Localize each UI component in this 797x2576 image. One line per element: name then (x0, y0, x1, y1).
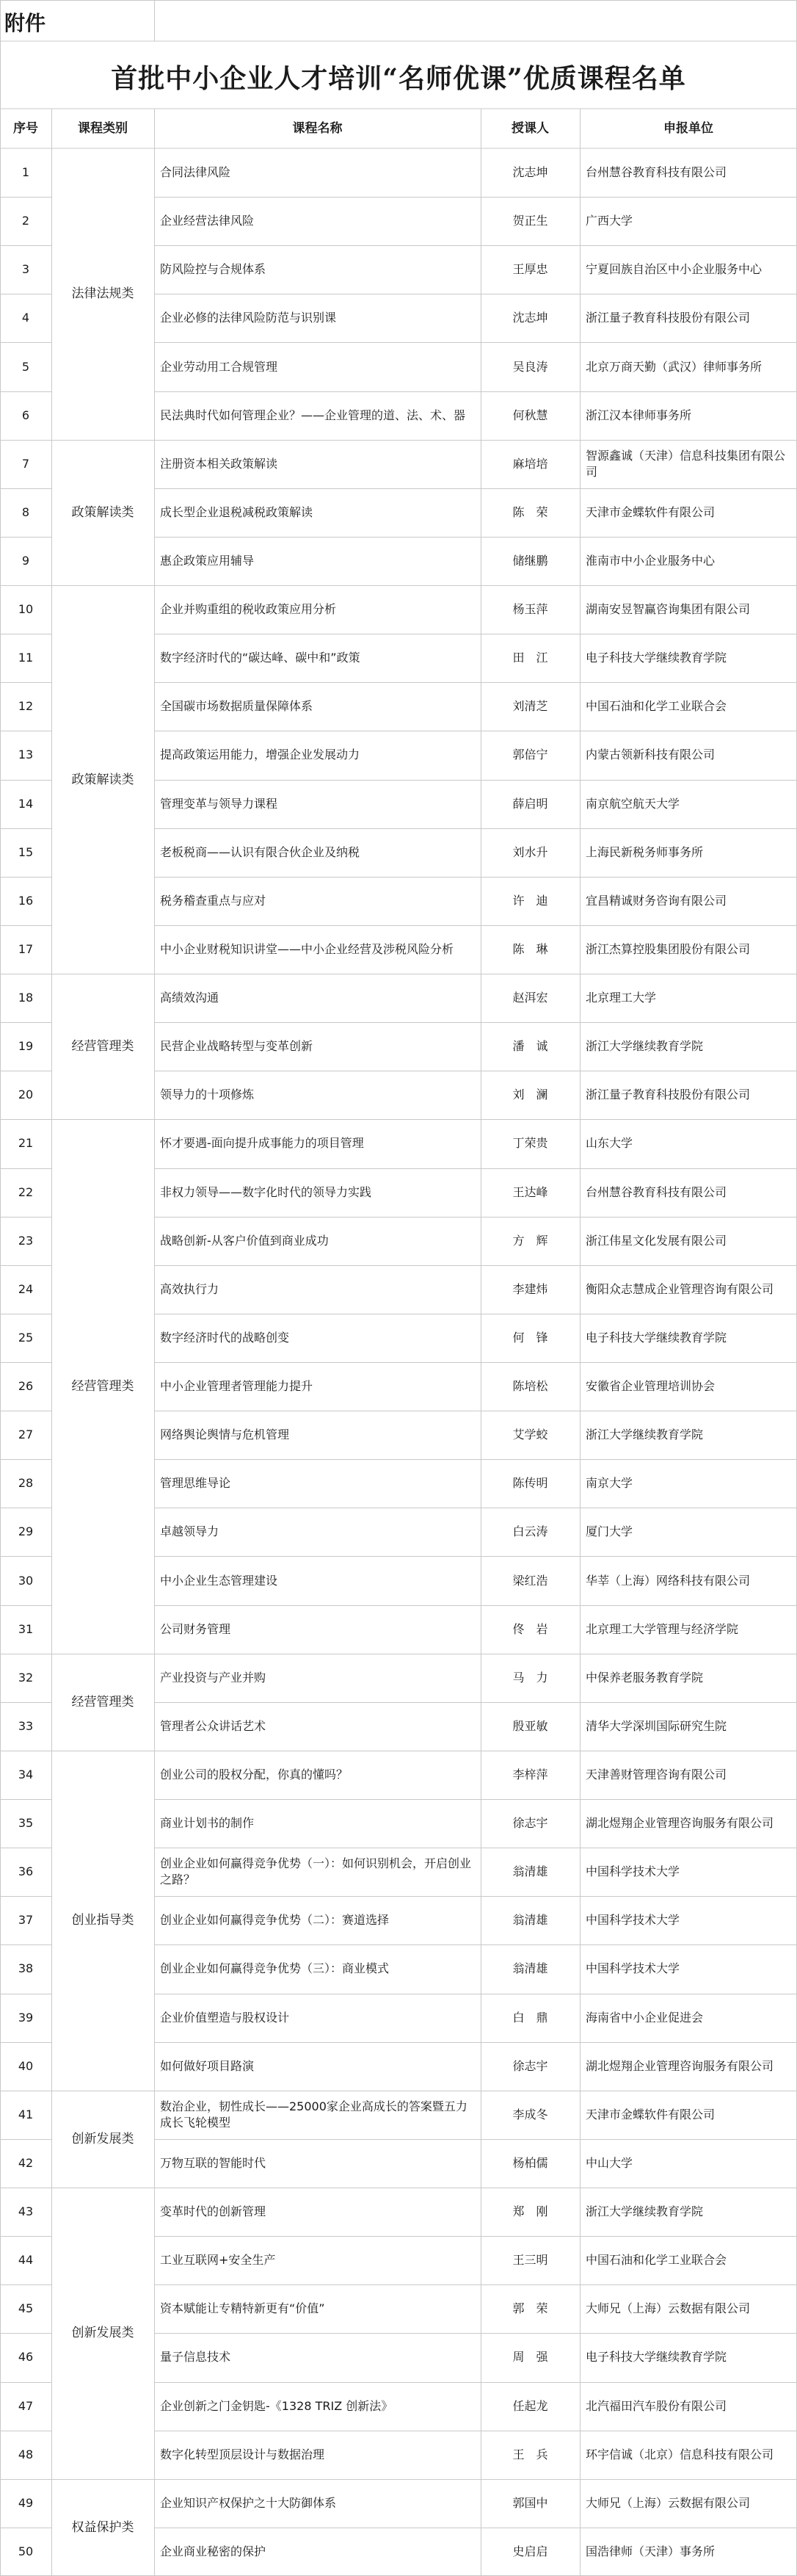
applying-unit: 北京理工大学管理与经济学院 (586, 1621, 739, 1636)
row-index: 30 (18, 1573, 34, 1588)
row-index: 14 (18, 796, 34, 811)
course-name: 合同法律风险 (160, 165, 231, 180)
applying-unit: 大师兄（上海）云数据有限公司 (586, 2301, 751, 2316)
row-index: 15 (18, 844, 34, 859)
course-name: 资本赋能让专精特新更有“价值” (160, 2301, 325, 2316)
applying-unit: 台州慧谷教育科技有限公司 (586, 1184, 727, 1199)
row-index: 42 (18, 2155, 34, 2170)
row-index: 28 (18, 1476, 34, 1491)
applying-unit: 北京理工大学 (586, 991, 657, 1005)
applying-unit: 南京大学 (586, 1476, 633, 1491)
applying-unit: 浙江大学继续教育学院 (586, 2204, 704, 2219)
course-name: 数字经济时代的“碳达峰、碳中和”政策 (160, 651, 360, 665)
row-index: 4 (21, 311, 30, 325)
teacher-name: 陈 荣 (512, 504, 548, 519)
applying-unit: 大师兄（上海）云数据有限公司 (586, 2495, 751, 2510)
teacher-name: 刘清芝 (512, 699, 548, 714)
course-name: 领导力的十项修炼 (160, 1088, 255, 1102)
course-name: 惠企政策应用辅导 (160, 554, 255, 568)
teacher-name: 周 强 (512, 2350, 548, 2365)
applying-unit: 厦门大学 (586, 1524, 633, 1539)
teacher-name: 刘水升 (512, 844, 548, 859)
row-index: 48 (18, 2447, 34, 2461)
course-name: 企业经营法律风险 (160, 214, 255, 228)
teacher-name: 徐志宇 (512, 1816, 548, 1831)
course-name: 企业知识产权保护之十大防御体系 (160, 2495, 337, 2510)
row-index: 41 (18, 2107, 34, 2121)
teacher-name: 潘 诚 (512, 1039, 548, 1054)
course-name: 企业创新之门金钥匙-《1328 TRIZ 创新法》 (160, 2398, 393, 2413)
applying-unit: 电子科技大学继续教育学院 (586, 651, 727, 665)
applying-unit: 湖北煜翔企业管理咨询服务有限公司 (586, 1816, 774, 1831)
teacher-name: 殷亚敏 (512, 1718, 548, 1733)
applying-unit: 清华大学深圳国际研究生院 (586, 1718, 727, 1733)
category-cell: 创业指导类 (71, 1913, 134, 1928)
applying-unit: 湖南安昱智赢咨询集团有限公司 (586, 602, 751, 617)
applying-unit: 内蒙古领新科技有限公司 (586, 748, 716, 762)
course-name: 商业计划书的制作 (160, 1816, 255, 1831)
row-index: 7 (21, 456, 30, 471)
course-name: 战略创新-从客户价值到商业成功 (160, 1233, 329, 1248)
teacher-name: 李成冬 (512, 2107, 548, 2121)
applying-unit: 北汽福田汽车股份有限公司 (586, 2398, 727, 2413)
teacher-name: 王厚忠 (512, 262, 548, 277)
attachment-label: 附件 (4, 11, 46, 35)
teacher-name: 徐志宇 (512, 2058, 548, 2073)
category-cell: 经营管理类 (71, 1379, 134, 1394)
applying-unit: 天津市金蝶软件有限公司 (586, 504, 716, 519)
teacher-name: 薛启明 (512, 796, 548, 811)
course-name: 数字化转型顶层设计与数据治理 (160, 2447, 325, 2461)
course-name: 中小企业生态管理建设 (160, 1573, 278, 1588)
teacher-name: 马 力 (512, 1670, 548, 1685)
course-name: 变革时代的创新管理 (160, 2204, 266, 2219)
row-index: 5 (21, 359, 30, 374)
row-index: 9 (21, 554, 30, 568)
applying-unit: 智源鑫诚（天津）信息科技集团有限公司 (586, 448, 786, 479)
row-index: 21 (18, 1136, 34, 1151)
row-index: 32 (18, 1670, 34, 1685)
header-category: 课程类别 (78, 121, 128, 136)
row-index: 23 (18, 1233, 34, 1248)
teacher-name: 李梓萍 (512, 1768, 548, 1781)
course-name: 成长型企业退税减税政策解读 (160, 504, 313, 519)
category-cell: 政策解读类 (71, 772, 134, 787)
course-name: 企业劳动用工合规管理 (160, 359, 278, 374)
applying-unit: 中国科学技术大学 (586, 1864, 680, 1879)
row-index: 35 (18, 1816, 34, 1831)
row-index: 6 (21, 408, 30, 422)
row-index: 25 (18, 1330, 34, 1345)
teacher-name: 何 锋 (512, 1330, 548, 1345)
applying-unit: 宁夏回族自治区中小企业服务中心 (586, 262, 763, 277)
course-name: 卓越领导力 (160, 1524, 219, 1539)
category-cell: 经营管理类 (71, 1694, 134, 1710)
teacher-name: 刘 澜 (512, 1088, 548, 1102)
teacher-name: 方 辉 (512, 1233, 548, 1248)
teacher-name: 陈培松 (512, 1379, 548, 1394)
applying-unit: 台州慧谷教育科技有限公司 (586, 165, 727, 180)
header-teacher: 授课人 (512, 121, 549, 136)
row-index: 1 (21, 165, 30, 180)
applying-unit: 浙江伟星文化发展有限公司 (586, 1233, 727, 1248)
course-name: 工业互联网+安全生产 (160, 2253, 276, 2268)
course-name: 创业企业如何赢得竞争优势（二）：赛道选择 (160, 1913, 390, 1928)
course-name: 中小企业管理者管理能力提升 (160, 1379, 313, 1394)
course-name: 民法典时代如何管理企业？——企业管理的道、法、术、器 (160, 408, 466, 422)
row-index: 11 (18, 651, 34, 665)
applying-unit: 中国石油和化学工业联合会 (586, 2253, 727, 2268)
course-name: 如何做好项目路演 (160, 2058, 255, 2073)
row-index: 16 (18, 893, 34, 908)
course-name: 管理变革与领导力课程 (160, 796, 278, 811)
applying-unit: 上海民新税务师事务所 (586, 844, 704, 859)
teacher-name: 梁红浩 (512, 1573, 548, 1588)
course-name: 数治企业，韧性成长——25000家企业高成长的答案暨五力成长飞轮模型 (160, 2099, 467, 2130)
applying-unit: 衡阳众志慧成企业管理咨询有限公司 (586, 1281, 774, 1296)
teacher-name: 陈传明 (512, 1476, 548, 1491)
row-index: 50 (18, 2544, 34, 2558)
category-cell: 创新发展类 (71, 2326, 134, 2341)
teacher-name: 翁清雄 (512, 1864, 548, 1879)
row-index: 44 (18, 2253, 34, 2268)
course-name: 管理思维导论 (160, 1476, 231, 1491)
applying-unit: 中山大学 (586, 2155, 633, 2170)
teacher-name: 何秋慧 (512, 408, 548, 422)
row-index: 19 (18, 1039, 34, 1054)
teacher-name: 史启启 (512, 2544, 548, 2558)
course-name: 高绩效沟通 (160, 991, 219, 1005)
course-name: 全国碳市场数据质量保障体系 (160, 699, 313, 714)
applying-unit: 浙江杰算控股集团股份有限公司 (586, 941, 751, 956)
teacher-name: 王 兵 (512, 2447, 548, 2461)
row-index: 12 (18, 699, 34, 714)
category-cell: 政策解读类 (71, 504, 134, 520)
course-name: 企业必修的法律风险防范与识别课 (160, 311, 337, 325)
teacher-name: 沈志坤 (512, 165, 548, 180)
teacher-name: 贺正生 (512, 214, 548, 228)
teacher-name: 赵洱宏 (512, 991, 548, 1005)
applying-unit: 环宇信诚（北京）信息科技有限公司 (586, 2447, 774, 2461)
row-index: 20 (18, 1088, 34, 1102)
row-index: 49 (18, 2495, 34, 2510)
row-index: 39 (18, 2010, 34, 2025)
course-name: 量子信息技术 (160, 2350, 231, 2365)
applying-unit: 浙江汉本律师事务所 (586, 408, 692, 422)
row-index: 31 (18, 1621, 34, 1636)
teacher-name: 王三明 (512, 2253, 548, 2268)
teacher-name: 麻培培 (512, 456, 548, 471)
applying-unit: 南京航空航天大学 (586, 796, 680, 811)
row-index: 46 (18, 2350, 34, 2365)
teacher-name: 储继鹏 (512, 554, 548, 568)
teacher-name: 丁荣贵 (512, 1136, 548, 1151)
applying-unit: 电子科技大学继续教育学院 (586, 2350, 727, 2365)
teacher-name: 李建炜 (512, 1281, 548, 1296)
teacher-name: 任起龙 (512, 2398, 548, 2413)
teacher-name: 田 江 (512, 651, 548, 665)
row-index: 10 (18, 602, 34, 617)
teacher-name: 王达峰 (512, 1184, 548, 1199)
row-index: 17 (18, 941, 34, 956)
applying-unit: 中国科学技术大学 (586, 1913, 680, 1928)
applying-unit: 中国科学技术大学 (586, 1961, 680, 1976)
teacher-name: 许 迪 (512, 893, 548, 908)
applying-unit: 山东大学 (586, 1136, 633, 1151)
applying-unit: 海南省中小企业促进会 (586, 2010, 704, 2025)
teacher-name: 沈志坤 (512, 311, 548, 325)
applying-unit: 北京万商天勤（武汉）律师事务所 (586, 359, 763, 374)
row-index: 8 (21, 504, 30, 519)
row-index: 18 (18, 991, 34, 1005)
applying-unit: 中保养老服务教育学院 (586, 1670, 704, 1685)
row-index: 43 (18, 2204, 34, 2219)
course-name: 产业投资与产业并购 (160, 1670, 266, 1685)
page-title: 首批中小企业人才培训“名师优课”优质课程名单 (111, 62, 686, 94)
course-name: 提高政策运用能力，增强企业发展动力 (160, 748, 360, 762)
header-course: 课程名称 (292, 121, 343, 136)
course-name: 创业企业如何赢得竞争优势（三）：商业模式 (160, 1961, 390, 1976)
row-index: 13 (18, 748, 34, 762)
course-name: 企业价值塑造与股权设计 (160, 2010, 290, 2025)
course-name: 管理者公众讲话艺术 (160, 1718, 266, 1733)
teacher-name: 艾学蛟 (512, 1428, 548, 1442)
course-name: 公司财务管理 (160, 1621, 231, 1636)
applying-unit: 广西大学 (586, 214, 633, 228)
teacher-name: 郑 刚 (512, 2204, 548, 2219)
course-name: 创业公司的股权分配，你真的懂吗？ (160, 1768, 349, 1781)
row-index: 47 (18, 2398, 34, 2413)
teacher-name: 郭国中 (512, 2495, 548, 2510)
row-index: 29 (18, 1524, 34, 1539)
row-index: 26 (18, 1379, 34, 1394)
row-index: 33 (18, 1718, 34, 1733)
teacher-name: 翁清雄 (512, 1961, 548, 1976)
teacher-name: 翁清雄 (512, 1913, 548, 1928)
row-index: 3 (21, 262, 30, 277)
applying-unit: 湖北煜翔企业管理咨询服务有限公司 (586, 2058, 774, 2073)
teacher-name: 陈 琳 (512, 941, 548, 956)
teacher-name: 郭倍宁 (512, 748, 548, 762)
course-name: 数字经济时代的战略创变 (160, 1330, 290, 1345)
header-unit: 申报单位 (663, 121, 713, 136)
teacher-name: 杨柏儒 (512, 2155, 548, 2170)
course-name: 怀才要遇-面向提升成事能力的项目管理 (160, 1136, 364, 1151)
row-index: 36 (18, 1864, 34, 1879)
category-cell: 创新发展类 (71, 2131, 134, 2146)
row-index: 45 (18, 2301, 34, 2316)
course-name: 中小企业财税知识讲堂——中小企业经营及涉税风险分析 (160, 941, 454, 956)
teacher-name: 白云涛 (512, 1524, 548, 1539)
teacher-name: 郭 荣 (512, 2301, 548, 2316)
applying-unit: 华莘（上海）网络科技有限公司 (586, 1573, 751, 1588)
course-name: 高效执行力 (160, 1281, 219, 1296)
course-name: 创业企业如何赢得竞争优势（一）：如何识别机会，开启创业之路？ (160, 1856, 472, 1887)
teacher-name: 杨玉萍 (512, 602, 548, 617)
course-name: 万物互联的智能时代 (160, 2155, 266, 2170)
row-index: 22 (18, 1184, 34, 1199)
row-index: 38 (18, 1961, 34, 1976)
course-name: 老板税商——认识有限合伙企业及纳税 (160, 844, 360, 859)
course-name: 民营企业战略转型与变革创新 (160, 1039, 313, 1054)
applying-unit: 天津市金蝶软件有限公司 (586, 2107, 716, 2121)
applying-unit: 浙江大学继续教育学院 (586, 1039, 704, 1054)
course-name: 税务稽查重点与应对 (160, 893, 266, 908)
row-index: 40 (18, 2058, 34, 2073)
applying-unit: 浙江量子教育科技股份有限公司 (586, 311, 751, 325)
course-name: 防风险控与合规体系 (160, 262, 266, 277)
teacher-name: 白 鼎 (512, 2010, 548, 2025)
course-name: 企业商业秘密的保护 (160, 2544, 266, 2558)
row-index: 24 (18, 1281, 34, 1296)
applying-unit: 淮南市中小企业服务中心 (586, 554, 716, 568)
applying-unit: 宜昌精诚财务咨询有限公司 (586, 893, 727, 908)
row-index: 34 (18, 1768, 34, 1781)
course-name: 注册资本相关政策解读 (160, 456, 278, 471)
category-cell: 经营管理类 (71, 1039, 134, 1054)
course-name: 非权力领导——数字化时代的领导力实践 (160, 1184, 372, 1199)
row-index: 37 (18, 1913, 34, 1928)
row-index: 2 (21, 214, 30, 228)
row-index: 27 (18, 1428, 34, 1442)
applying-unit: 浙江量子教育科技股份有限公司 (586, 1088, 751, 1102)
applying-unit: 国浩律师（天津）事务所 (586, 2544, 716, 2558)
applying-unit: 电子科技大学继续教育学院 (586, 1330, 727, 1345)
course-name: 网络舆论舆情与危机管理 (160, 1428, 290, 1442)
header-index: 序号 (13, 121, 38, 136)
teacher-name: 佟 岩 (512, 1621, 548, 1636)
teacher-name: 吴良涛 (512, 359, 548, 374)
applying-unit: 中国石油和化学工业联合会 (586, 699, 727, 714)
category-cell: 权益保护类 (71, 2519, 134, 2535)
course-name: 企业并购重组的税收政策应用分析 (160, 602, 337, 617)
applying-unit: 浙江大学继续教育学院 (586, 1428, 704, 1442)
applying-unit: 安徽省企业管理培训协会 (586, 1379, 716, 1394)
applying-unit: 天津善财管理咨询有限公司 (586, 1768, 727, 1781)
category-cell: 法律法规类 (71, 286, 134, 302)
